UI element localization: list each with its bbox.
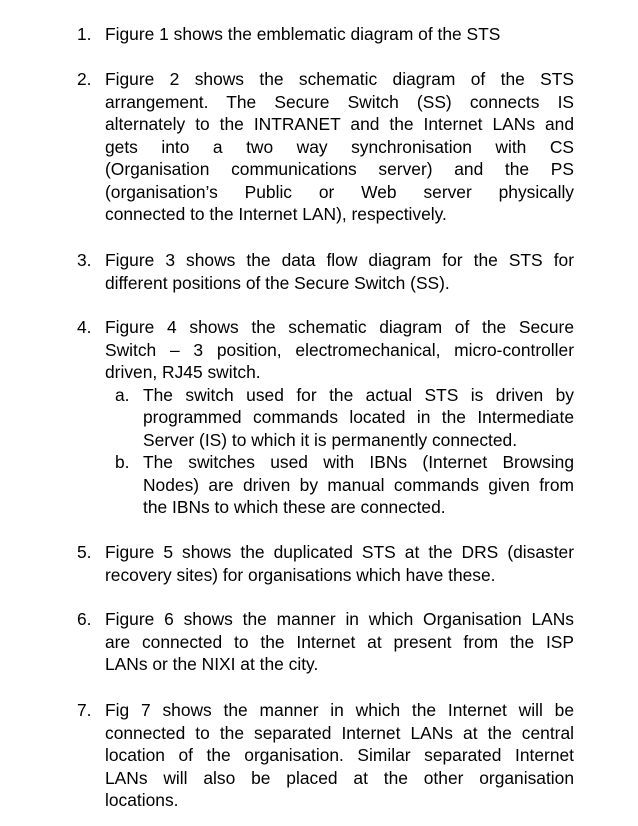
- list-item-6: [77, 608, 574, 676]
- text-line: gets into a two way synchronisation with CS: [105, 136, 574, 157]
- item-number: 5.: [77, 542, 92, 562]
- list-item-7: [77, 699, 574, 812]
- text-line: alternately to the INTRANET and the Internet LANs and: [105, 114, 574, 134]
- sub-list-item-b: [115, 451, 574, 519]
- list-item-2: [77, 68, 574, 226]
- text-line: The switch used for the actual STS is driven by: [143, 384, 574, 405]
- text-line: LANs will also be placed at the other organisation: [105, 767, 574, 788]
- item-number: 1.: [77, 24, 92, 44]
- text-line: Fig 7 shows the manner in which the Internet will be: [105, 700, 574, 720]
- item-number: 6.: [77, 609, 92, 629]
- list-item-1: [77, 23, 574, 46]
- list-item-5: [77, 541, 574, 586]
- text-line: (Organisation communications server) and the PS: [105, 159, 574, 179]
- text-line: Figure 6 shows the manner in which Organisation LANs: [105, 609, 574, 629]
- text-line: LANs or the NIXI at the city.: [105, 654, 319, 674]
- text-line: (organisation’s Public or Web server physically: [105, 181, 574, 202]
- text-line: recovery sites) for organisations which have these.: [105, 564, 496, 585]
- item-text: [105, 541, 574, 586]
- text-line: Figure 1 shows the emblematic diagram of the STS: [105, 24, 501, 44]
- text-line: connected to the Internet LAN), respectively.: [105, 204, 447, 224]
- sub-item-text: [143, 384, 574, 452]
- item-text: [105, 249, 574, 294]
- text-line: location of the organisation. Similar separated Internet: [105, 745, 574, 765]
- text-line: different positions of the Secure Switch (SS).: [105, 272, 450, 293]
- text-line: Figure 4 shows the schematic diagram of the Secure: [105, 317, 574, 337]
- item-text: [105, 608, 574, 676]
- text-line: the IBNs to which these are connected.: [143, 497, 446, 517]
- text-line: Figure 3 shows the data flow diagram for the STS for: [105, 250, 574, 270]
- text-line: programmed commands located in the Intermediate: [143, 407, 574, 427]
- item-number: 2.: [77, 69, 92, 89]
- item-text: [105, 23, 574, 46]
- sub-item-letter: b.: [115, 452, 130, 472]
- item-number: 3.: [77, 250, 92, 270]
- list-item-4: [77, 316, 574, 519]
- text-line: Nodes) are driven by manual commands given from: [143, 474, 574, 495]
- item-text: [105, 68, 574, 226]
- item-number: 4.: [77, 317, 92, 337]
- text-line: Switch – 3 position, electromechanical, micro-controller: [105, 339, 574, 360]
- item-text: [105, 699, 574, 812]
- text-line: Figure 5 shows the duplicated STS at the DRS (disaster: [105, 542, 574, 562]
- text-line: The switches used with IBNs (Internet Browsing: [143, 452, 574, 472]
- text-line: are connected to the Internet at present from the ISP: [105, 631, 574, 652]
- item-number: 7.: [77, 700, 92, 720]
- text-line: locations.: [105, 790, 179, 810]
- text-line: connected to the separated Internet LANs at the central: [105, 722, 574, 743]
- text-line: Figure 2 shows the schematic diagram of the STS: [105, 69, 574, 89]
- text-line: Server (IS) to which it is permanently connected.: [143, 429, 518, 450]
- sub-item-letter: a.: [115, 384, 130, 405]
- text-line: driven, RJ45 switch.: [105, 362, 261, 382]
- list-item-3: [77, 249, 574, 294]
- item-text: [105, 316, 574, 519]
- sub-list-item-a: [115, 384, 574, 452]
- sub-item-text: [143, 451, 574, 519]
- text-line: arrangement. The Secure Switch (SS) connects IS: [105, 91, 574, 112]
